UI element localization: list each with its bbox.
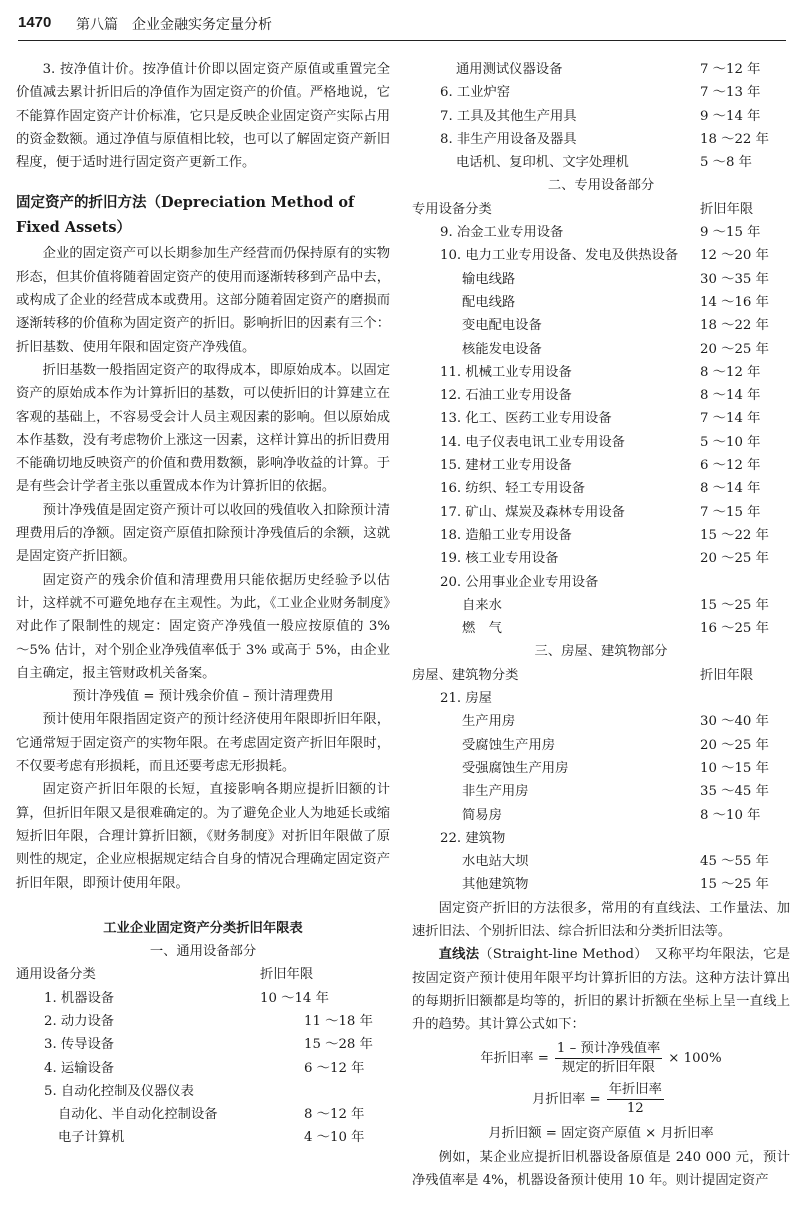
table-row <box>412 501 790 524</box>
table-section-heading: 一、通用设备部分 <box>149 944 257 960</box>
row-years: 10 ～14 年 <box>260 990 329 1006</box>
row-years: 15 ～22 年 <box>700 527 769 543</box>
table-row <box>412 524 790 547</box>
row-years: 20 ～25 年 <box>700 737 769 753</box>
row-years: 16 ～25 年 <box>700 621 769 637</box>
row-category: 4. 运输设备 <box>44 1060 115 1076</box>
column-header-years: 折旧年限 <box>700 201 754 217</box>
table-title: 工业企业固定资产分类折旧年限表 <box>103 920 303 936</box>
row-category: 10. 电力工业专用设备、发电及供热设备 <box>440 248 679 264</box>
table-row <box>16 1080 390 1103</box>
table-row <box>412 804 790 827</box>
paragraph: 预计使用年限指固定资产的预计经济使用年限即折旧年限，它通常短于固定资产的实物年限。在考虑固定资产折旧年限时，不仅要考虑有形损耗，而且还要考虑无形损耗。 <box>16 712 390 775</box>
paragraph: 固定资产折旧年限的长短，直接影响各期应提折旧额的计算，但折旧年限又是很难确定的。为了避免企业人为地延长或缩短折旧年限，合理计算折旧额，《财务制度》对折旧年限做了原则性的规定，企业应根据规定结合自身的情况合理确定固定资产折旧年限，即预计使用年限。 <box>16 782 390 891</box>
column-header-years: 折旧年限 <box>700 667 754 683</box>
row-category: 通用测试仪器设备 <box>456 62 563 77</box>
page-header <box>18 12 786 41</box>
section-heading: 固定资产的折旧方法（Depreciation Method of Fixed Assets） <box>16 194 355 237</box>
fraction-denominator: 规定的折旧年限 <box>562 1060 656 1076</box>
table-row <box>412 361 790 384</box>
table-row <box>16 987 390 1010</box>
table-section-heading: 二、专用设备部分 <box>547 178 655 194</box>
row-category: 1. 机器设备 <box>44 990 115 1006</box>
row-years: 10 ～15 年 <box>700 760 769 776</box>
row-category: 17. 矿山、煤炭及森林专用设备 <box>440 504 625 520</box>
table-row <box>16 1010 390 1033</box>
table-row <box>412 314 790 337</box>
paragraph-example: 例如，某企业应提折旧机器设备原值是 240 000 元，预计净残值率是 4%，机器设备预计使用 10 年。则计提固定资产 <box>412 1149 790 1189</box>
paragraph: 固定资产的残余价值和清理费用只能依据历史经验予以估计，这样就不可避免地存在主观性。为此，《工业企业财务制度》对此作了限制性的规定：固定资产净残值一般应按原值的 3% ～5% 估计，对个别企业净残值率低于 3% 或高于 5%，由企业自主确定，报主管财政机关备案。 <box>16 572 390 681</box>
table-row <box>412 873 790 896</box>
row-category: 简易房 <box>462 807 502 823</box>
running-title: 第八篇 企业金融实务定量分析 <box>76 17 272 33</box>
row-years: 9 ～15 年 <box>700 225 761 241</box>
table-row <box>412 734 790 757</box>
row-years: 8 ～12 年 <box>700 364 761 380</box>
row-years: 8 ～14 年 <box>700 481 761 497</box>
row-category: 生产用房 <box>462 714 516 730</box>
table-row <box>412 850 790 873</box>
table-row <box>412 431 790 454</box>
table-row <box>412 617 790 640</box>
row-category: 16. 纺织、轻工专用设备 <box>440 481 586 497</box>
table-row <box>412 151 790 174</box>
fraction <box>607 1081 664 1118</box>
table-row <box>412 571 790 594</box>
row-years: 15 ～28 年 <box>304 1037 373 1053</box>
row-years: 4 ～10 年 <box>304 1130 365 1146</box>
row-years: 11 ～18 年 <box>304 1013 373 1029</box>
table-row <box>412 710 790 733</box>
row-category: 受强腐蚀生产用房 <box>462 760 569 776</box>
table-row <box>412 757 790 780</box>
column-header-category: 通用设备分类 <box>16 967 96 983</box>
row-years: 6 ～12 年 <box>700 458 761 474</box>
table-row <box>412 291 790 314</box>
row-years: 8 ～14 年 <box>700 388 761 404</box>
paragraph-net-value: 3. 按净值计价。按净值计价即以固定资产原值或重置完全价值减去累计折旧后的净值作为固定资产的价值。严格地说，它不能算作固定资产计价标准，它只是反映企业固定资产实际占用的资金数额。通过净值与原值相比较，也可以了解固定资产新旧程度，便于适时进行固定资产更新工作。 <box>16 62 390 171</box>
row-category: 其他建筑物 <box>462 877 529 893</box>
row-category: 配电线路 <box>462 294 516 310</box>
row-years: 7 ～13 年 <box>700 85 761 101</box>
row-years: 7 ～15 年 <box>700 504 761 520</box>
row-years: 9 ～14 年 <box>700 108 761 124</box>
term-straight-line: 直线法 <box>438 947 480 963</box>
row-category: 8. 非生产用设备及器具 <box>440 131 577 147</box>
row-years: 20 ～25 年 <box>700 341 769 357</box>
formula-lhs: 月折旧率 = <box>532 1092 601 1108</box>
row-years: 15 ～25 年 <box>700 877 769 893</box>
table-row <box>412 594 790 617</box>
row-years: 35 ～45 年 <box>700 784 769 800</box>
table-row <box>412 221 790 244</box>
table-header-row <box>16 963 390 986</box>
fraction-numerator: 年折旧率 <box>607 1081 664 1100</box>
table-row <box>16 1033 390 1056</box>
row-category: 核能发电设备 <box>462 341 542 357</box>
row-category: 13. 化工、医药工业专用设备 <box>440 411 612 427</box>
table-row <box>412 244 790 267</box>
table-row <box>412 128 790 151</box>
column-header-category: 房屋、建筑物分类 <box>412 667 519 683</box>
row-category: 14. 电子仪表电讯工业专用设备 <box>440 434 625 450</box>
row-category: 11. 机械工业专用设备 <box>440 364 572 380</box>
table-row <box>16 1057 390 1080</box>
formula-monthly-rate <box>412 1081 790 1118</box>
row-category: 12. 石油工业专用设备 <box>440 388 572 404</box>
row-category: 变电配电设备 <box>462 318 542 334</box>
fraction <box>555 1040 662 1077</box>
row-category: 非生产用房 <box>462 784 529 800</box>
formula-residual-value: 预计净残值 = 预计残余价值 – 预计清理费用 <box>72 689 334 705</box>
table-row <box>412 547 790 570</box>
table-row <box>16 1126 390 1149</box>
row-years: 7 ～14 年 <box>700 411 761 427</box>
table-row <box>16 1103 390 1126</box>
formula-tail: × 100% <box>668 1051 722 1067</box>
row-category: 自动化、半自动化控制设备 <box>58 1107 218 1123</box>
formula-lhs: 年折旧率 = <box>480 1051 549 1067</box>
table-row <box>412 268 790 291</box>
row-years: 5 ～8 年 <box>700 155 752 171</box>
table-row <box>412 105 790 128</box>
row-category: 7. 工具及其他生产用具 <box>440 108 577 124</box>
row-years: 8 ～10 年 <box>700 807 761 823</box>
row-years: 6 ～12 年 <box>304 1060 365 1076</box>
row-category: 5. 自动化控制及仪器仪表 <box>44 1083 194 1099</box>
table-row <box>412 454 790 477</box>
paragraph: 折旧基数一般指固定资产的取得成本，即原始成本。以固定资产的原始成本作为计算折旧的基数，可以使折旧的计算建立在客观的基础上，不容易受会计人员主观因素的影响。但以原始成本作基数，没有考虑物价上涨这一因素，这样计算出的折旧费用不能确切地反映资产的价值和费用数额，影响净收益的计算。于是有些会计学者主张以重置成本作为计算折旧的依据。 <box>16 362 390 495</box>
row-category: 电子计算机 <box>58 1130 125 1146</box>
formula-monthly-amount: 月折旧额 = 固定资产原值 × 月折旧率 <box>488 1126 714 1142</box>
row-years: 12 ～20 年 <box>700 248 769 264</box>
table-row <box>412 827 790 850</box>
row-category: 2. 动力设备 <box>44 1013 115 1029</box>
formula-annual-rate <box>412 1040 790 1077</box>
paragraph-methods: 固定资产折旧的方法很多，常用的有直线法、工作量法、加速折旧法、个别折旧法、综合折旧法和分类折旧法等。 <box>412 900 790 939</box>
table-row <box>412 81 790 104</box>
row-years: 30 ～40 年 <box>700 714 769 730</box>
table-row <box>412 384 790 407</box>
row-category: 3. 传导设备 <box>44 1037 115 1053</box>
row-years: 45 ～55 年 <box>700 854 769 870</box>
row-category: 22. 建筑物 <box>440 830 506 846</box>
row-years: 8 ～12 年 <box>304 1107 365 1123</box>
row-category: 21. 房屋 <box>440 691 492 707</box>
table-row <box>412 407 790 430</box>
row-category: 输电线路 <box>462 271 516 287</box>
row-years: 14 ～16 年 <box>700 294 769 310</box>
right-column <box>412 58 790 1192</box>
row-category: 6. 工业炉窑 <box>440 85 511 101</box>
table-header-row <box>412 664 790 687</box>
fraction-denominator: 12 <box>626 1101 644 1117</box>
table-row <box>412 780 790 803</box>
paragraph-straight-line <box>412 943 790 1036</box>
straight-line-definition: （Straight-line Method） 又称平均年限法，它是按固定资产预计使用年限平均计算折旧的方法。这种方法计算出的每期折旧额都是均等的，折旧的累计折额在坐标上呈一直线上升的趋势。其计算公式如下： <box>412 947 790 1033</box>
row-category: 9. 冶金工业专用设备 <box>440 225 564 241</box>
column-header-category: 专用设备分类 <box>412 201 492 217</box>
row-years: 18 ～22 年 <box>700 318 769 334</box>
row-category: 19. 核工业专用设备 <box>440 551 559 567</box>
table-row <box>412 477 790 500</box>
page-number: 1470 <box>18 14 52 31</box>
table-row <box>412 687 790 710</box>
row-category: 18. 造船工业专用设备 <box>440 527 572 543</box>
table-row <box>412 338 790 361</box>
row-category: 受腐蚀生产用房 <box>462 737 556 753</box>
left-column <box>16 58 390 1150</box>
row-years: 7 ～12 年 <box>700 62 761 77</box>
paragraph: 企业的固定资产可以长期参加生产经营而仍保持原有的实物形态，但其价值将随着固定资产的使用而逐渐转移到产品中去，或构成了企业的经营成本或费用。这部分随着固定资产的磨损而逐渐转移的价值称为固定资产的折旧。影响折旧的因素有三个：折旧基数、使用年限和固定资产净残值。 <box>16 246 390 355</box>
table-section-heading: 三、房屋、建筑物部分 <box>534 644 668 660</box>
row-category: 燃 气 <box>462 621 502 637</box>
row-years: 20 ～25 年 <box>700 551 769 567</box>
paragraph: 预计净残值是固定资产预计可以收回的残值收入扣除预计清理费用后的净额。固定资产原值扣除预计净残值后的余额，这就是固定资产折旧额。 <box>16 502 390 565</box>
row-years: 18 ～22 年 <box>700 131 769 147</box>
row-years: 30 ～35 年 <box>700 271 769 287</box>
row-category: 15. 建材工业专用设备 <box>440 458 572 474</box>
row-category: 20. 公用事业企业专用设备 <box>440 574 599 590</box>
column-header-years: 折旧年限 <box>260 967 314 983</box>
row-years: 15 ～25 年 <box>700 597 769 613</box>
row-category: 水电站大坝 <box>462 854 529 870</box>
fraction-numerator: 1 – 预计净残值率 <box>555 1040 662 1059</box>
row-category: 自来水 <box>462 597 502 613</box>
row-category: 电话机、复印机、文字处理机 <box>456 155 629 171</box>
table-row <box>412 58 790 81</box>
row-years: 5 ～10 年 <box>700 434 761 450</box>
table-header-row <box>412 198 790 221</box>
